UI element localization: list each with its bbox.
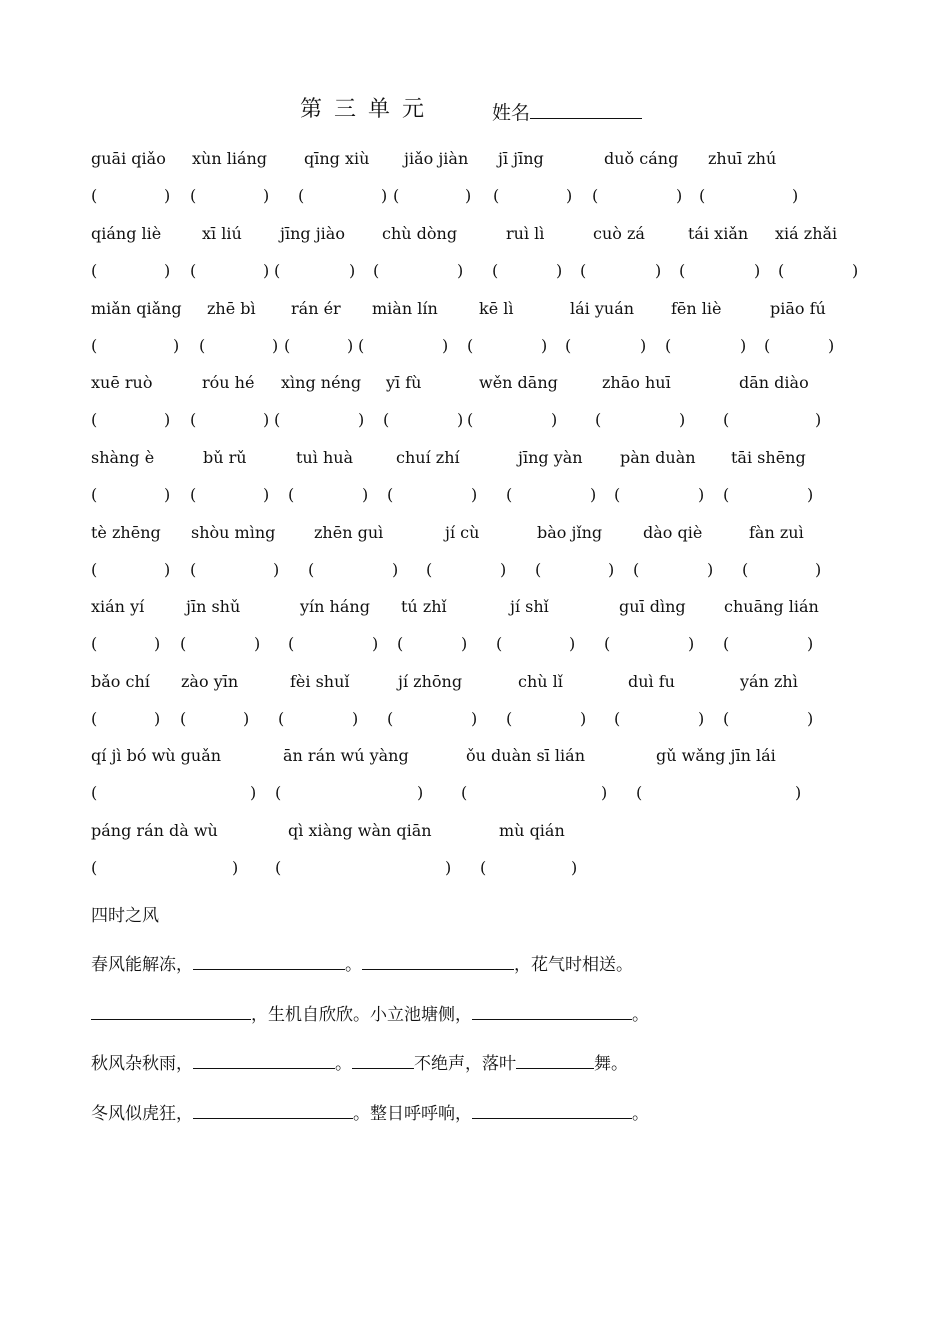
pinyin-item: qì xiàng wàn qiān [288, 821, 432, 840]
pinyin-item: tāi shēng [731, 448, 806, 467]
pinyin-item: bǎo chí [91, 672, 150, 691]
pinyin-item: chù dòng [382, 224, 458, 243]
poem-line: 秋风杂秋雨， 。 不绝声，落叶 舞。 [91, 1054, 628, 1074]
pinyin-item: qiáng liè [91, 224, 162, 243]
pinyin-item: chuāng lián [724, 597, 819, 616]
pinyin-item: jīn shǔ [186, 597, 241, 616]
pinyin-item: bào jǐng [537, 523, 603, 542]
fill-blank[interactable] [472, 1102, 632, 1119]
pinyin-item: tuì huà [296, 448, 354, 467]
fill-blank[interactable] [193, 953, 345, 970]
pinyin-item: wěn dāng [479, 373, 558, 392]
pinyin-item: yín háng [300, 597, 370, 616]
pinyin-item: jí zhōng [398, 672, 463, 691]
pinyin-item: tú zhǐ [401, 597, 447, 616]
pinyin-item: jí shǐ [510, 597, 549, 616]
pinyin-item: ān rán wú yàng [283, 746, 409, 765]
pinyin-item: róu hé [202, 373, 255, 392]
pinyin-item: tè zhēng [91, 523, 161, 542]
pinyin-item: shòu mìng [191, 523, 276, 542]
pinyin-item: dào qiè [643, 523, 703, 542]
pinyin-item: yán zhì [740, 672, 798, 691]
worksheet-page: 第三单元 姓名 guāi qiǎo xùn liáng qīng xiù jiǎo jiàn jī jīng duǒ cáng zhuī zhú ( ) ( ) ( ) ( ) ( ) ( ) ( ) qiáng liè xī liú jīng jiào chù dòng ruì lì cuò zá tái xiǎn xiá zhǎi ( ) ( ) ( ) ( ) ( ) ( ) ( ) ( ) miǎn qiǎng zhē bì rán ér miàn lín kē lì lái yuán fēn liè piāo fú ( ) ( ) ( ) ( ) ( ) ( ) ( ) ( ) xuē ruò róu hé xìng néng yī fù wěn dāng zhāo huī dān diào ( ) ( ) ( ) ( ) ( ) ( ) ( ) shàng è bǔ rǔ tuì huà chuí zhí jīng yàn pàn duàn tāi shēng ( ) ( ) ( ) ( ) ( ) ( ) ( ) tè zhēng shòu mìng zhēn guì jí cù bào jǐng dào qiè fàn zuì ( ) ( ) ( ) ( ) ( ) ( ) ( ) xián yí jīn shǔ yín háng tú zhǐ jí shǐ guī dìng chuāng lián ( ) ( ) ( ) ( ) ( ) ( ) ( ) bǎo chí zào yīn fèi shuǐ jí zhōng chù lǐ duì fu yán zhì ( ) ( ) ( ) ( ) ( ) ( ) ( ) qí jì bó wù guǎn ān rán wú yàng ǒu duàn sī lián gǔ wǎng jīn lái ( ) ( ) ( ) ( ) páng rán dà wù qì xiàng wàn qiān mù qián ( ) ( ) ( ) 四时之风 春风能解冻， 。 ，花气时相送。 ，生机自欣欣。小立池塘侧， 。 秋风杂秋雨， 。 不绝声，落叶 舞。 冬风似虎狂， 。整日呼呼响， 。 [0, 0, 950, 1344]
poem-line: 冬风似虎狂， 。整日呼呼响， 。 [91, 1104, 649, 1124]
fill-blank[interactable] [91, 1003, 251, 1020]
name-label: 姓名 [492, 102, 531, 124]
pinyin-item: chuí zhí [396, 448, 460, 467]
pinyin-item: jiǎo jiàn [404, 149, 469, 168]
pinyin-item: xī liú [202, 224, 242, 243]
pinyin-item: jī jīng [498, 149, 544, 168]
pinyin-item: fēn liè [671, 299, 722, 318]
pinyin-item: xiá zhǎi [775, 224, 838, 243]
pinyin-item: guāi qiǎo [91, 149, 166, 168]
pinyin-item: zào yīn [181, 672, 239, 691]
pinyin-item: páng rán dà wù [91, 821, 218, 840]
pinyin-item: jīng yàn [518, 448, 583, 467]
pinyin-item: zhāo huī [602, 373, 671, 392]
pinyin-item: xùn liáng [192, 149, 268, 168]
pinyin-item: zhēn guì [314, 523, 384, 542]
pinyin-item: duǒ cáng [604, 149, 679, 168]
pinyin-item: piāo fú [770, 299, 826, 318]
pinyin-item: jí cù [445, 523, 480, 542]
pinyin-item: guī dìng [619, 597, 686, 616]
pinyin-item: mù qián [499, 821, 565, 840]
pinyin-item: zhē bì [207, 299, 256, 318]
fill-blank[interactable] [472, 1003, 632, 1020]
pinyin-item: yī fù [386, 373, 422, 392]
pinyin-item: ǒu duàn sī lián [466, 746, 585, 765]
pinyin-item: tái xiǎn [688, 224, 749, 243]
pinyin-item: bǔ rǔ [203, 448, 247, 467]
pinyin-item: ruì lì [506, 224, 545, 243]
pinyin-item: pàn duàn [620, 448, 696, 467]
fill-blank[interactable] [352, 1052, 414, 1069]
pinyin-item: fàn zuì [749, 523, 804, 542]
pinyin-item: gǔ wǎng jīn lái [656, 746, 776, 765]
pinyin-item: xuē ruò [91, 373, 153, 392]
fill-blank[interactable] [362, 953, 514, 970]
pinyin-item: miǎn qiǎng [91, 299, 182, 318]
poem-line: ，生机自欣欣。小立池塘侧， 。 [91, 1000, 649, 1025]
pinyin-item: dān diào [739, 373, 809, 392]
pinyin-item: cuò zá [593, 224, 645, 243]
poem-title: 四时之风 [91, 906, 159, 926]
pinyin-item: xián yí [91, 597, 145, 616]
pinyin-item: duì fu [628, 672, 675, 691]
fill-blank[interactable] [193, 1052, 335, 1069]
pinyin-item: qīng xiù [304, 149, 370, 168]
pinyin-item: chù lǐ [518, 672, 563, 691]
pinyin-item: lái yuán [570, 299, 635, 318]
name-blank[interactable] [530, 98, 642, 119]
name-field[interactable] [492, 98, 642, 125]
pinyin-item: xìng néng [281, 373, 362, 392]
pinyin-item: rán ér [291, 299, 341, 318]
fill-blank[interactable] [516, 1052, 594, 1069]
pinyin-item: shàng è [91, 448, 155, 467]
pinyin-item: qí jì bó wù guǎn [91, 746, 222, 765]
pinyin-item: jīng jiào [280, 224, 345, 243]
pinyin-item: fèi shuǐ [290, 672, 350, 691]
page-title: 第三单元 [300, 97, 437, 122]
pinyin-item: miàn lín [372, 299, 438, 318]
pinyin-item: kē lì [479, 299, 514, 318]
pinyin-item: zhuī zhú [708, 149, 777, 168]
fill-blank[interactable] [193, 1102, 353, 1119]
poem-line: 春风能解冻， 。 ，花气时相送。 [91, 955, 633, 975]
